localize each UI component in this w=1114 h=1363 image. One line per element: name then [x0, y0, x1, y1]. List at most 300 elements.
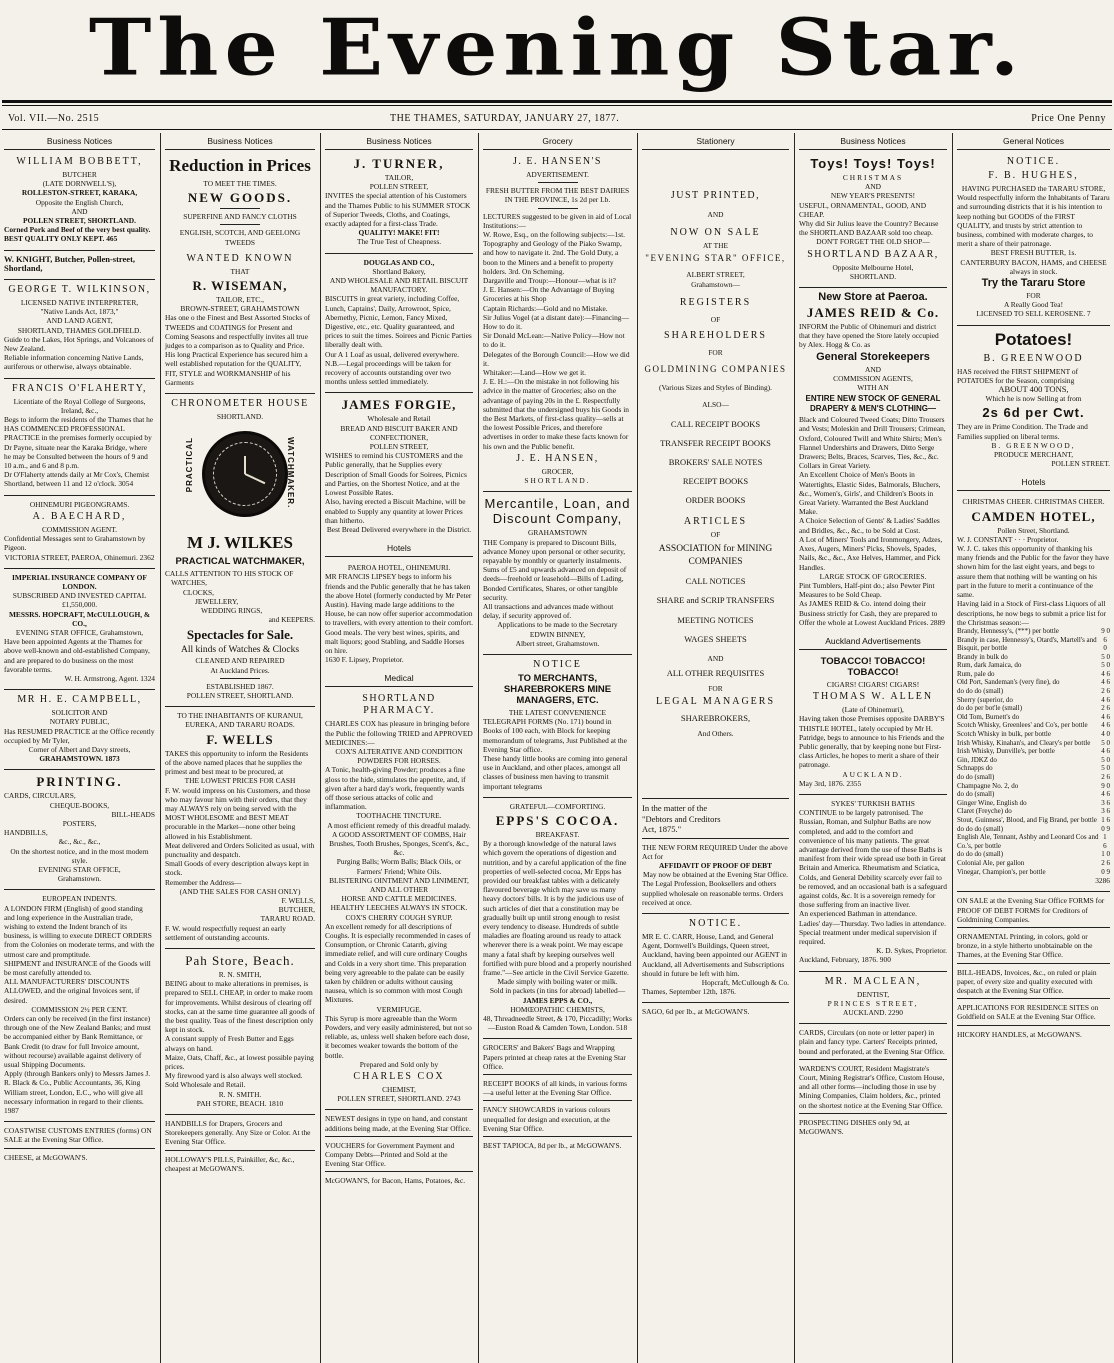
ad-line: 2s 6d per Cwt. [982, 405, 1085, 421]
pigeongrams-ad [4, 500, 155, 562]
price-item: Schnapps do [957, 764, 993, 773]
ad-line: TAILOR, [384, 173, 414, 182]
list-item: RECEIPT BOOKS [682, 476, 749, 487]
ad-line: Maize, Oats, Chaff, &c., at lowest possible paying prices. [165, 1052, 314, 1071]
ad-line: In the matter of the "Debtors and Creditors Act, 1875." [642, 803, 721, 835]
ad-ref: 3286 [1095, 876, 1110, 886]
ad-line: R. N. SMITH. [218, 1089, 262, 1099]
ad-line: A LONDON FIRM (English) of good standing and long experience in the Australian trade, wishing to extend the Indent branch of its business, is willing to execute DIRECT ORDERS from the Colonies on moderate terms, and with the utmost care and promptitude. [4, 903, 155, 959]
price-value: 4 6 [1101, 721, 1110, 730]
ad-line: Our A 1 Loaf as usual, delivered everywhere. [325, 349, 460, 359]
clock-illustration [185, 427, 295, 527]
ad-title: M J. WILKES [187, 533, 293, 553]
list-item: ALL OTHER REQUISITES [666, 668, 765, 679]
ad-line: CALLS ATTENTION TO HIS STOCK OF [165, 569, 294, 579]
ad-line: J. E. H.:—On the mistake in not following his advice in the matter of Groceries; also on the advantage of paying 20s in the £. Respectfully submitted that the undersigned buys his Goods in the Best Markets, of first-class quality—sells at the lowest Possible Prices, and therefore advertises in order to make these facts known for his own and the Public benefit. [483, 377, 629, 451]
ad-title: FRANCIS O'FLAHERTY, [11, 382, 148, 394]
ad-title: F. WELLS [206, 731, 274, 747]
cards-ad: CARDS, Circulars (on note or letter paper) in plain and fancy type. Carters' Receipts printed, bound and perforated, at the Evening Star Office. [799, 1028, 945, 1056]
ad-line: Which he is now Selling at from [985, 394, 1082, 404]
price-list [957, 627, 1110, 876]
ad-line: Has one o the Finest and Best Assorted Stocks of TWEEDS and COATINGS for Present and Coming Seasons and respectfully invites all true judges to a comparison as to Quality and Price. [165, 313, 311, 351]
ad-line: POLLEN STREET. [1051, 459, 1110, 469]
reid-ad [799, 292, 947, 627]
ad-line: Wholesale and Retail [367, 414, 431, 424]
ad-line: TAKES this opportunity to inform the Residents of the above named places that he supplies the primest and best meat to be procured, at [165, 748, 309, 777]
ad-line: FOR [708, 348, 723, 358]
ad-title: Toys! Toys! Toys! [810, 156, 936, 171]
toys-ad [799, 156, 947, 281]
ad-line: Dr O'Flaherty attends daily at Mr Cox's, Chemist Shortland, between 11 and 12 o'clock. 3054 [4, 470, 150, 489]
ad-line: SHIPMENT and INSURANCE of the Goods will be most carefully attended to. [4, 958, 151, 978]
ad-line: Sold in packets (in tins for abroad) labelled— [489, 986, 626, 996]
ad-line: Has RESUMED PRACTICE at the Office recently occupied by Mr Tyler, [4, 726, 155, 745]
ad-line: Sir Donald McLean:—Native Policy—How not to do it. [483, 331, 625, 350]
ad-line: Best Bread Delivered everywhere in the District. [326, 524, 472, 534]
column-7 [953, 133, 1114, 1363]
ad-line: GRAHAMSTOWN [528, 528, 587, 538]
column-header: Grocery [483, 133, 632, 150]
ad-line: JAMES REID & Co. [806, 305, 940, 321]
ad-title: JAMES FORGIE, [341, 397, 457, 413]
ad-line: ENTIRE NEW STOCK OF GENERAL DRAPERY & MEN'S CLOTHING— [805, 394, 941, 413]
ad-line: TARARU ROAD. [260, 914, 315, 924]
list-item: CALL RECEIPT BOOKS [670, 418, 761, 429]
ad-line: ROLLESTON-STREET, KARAKA, [21, 188, 138, 198]
column-4 [479, 133, 636, 1363]
ad-line: MESSRS. HOPCRAFT, McCULLOUGH, & CO., [8, 609, 151, 628]
ad-line: W. H. Armstrong, Agent. 1324 [64, 673, 155, 683]
price-item: Brandy in case, Hennessy's, Otard's, Martell's and Bisquit, per bottle [957, 635, 1097, 653]
ad-line: SHORTLAND. [216, 412, 264, 422]
ad-line: QUALITY! MAKE! FIT! [358, 228, 440, 238]
ad-line: May now be obtained at the Evening Star Office. [643, 870, 788, 880]
ad-line: Ladies' day—Thursday. Two ladies in attendance. [799, 918, 946, 928]
ad-line: Begs to inform the residents of the Thames that he HAS COMMENCED PROFESSIONAL PRACTICE in the premises formerly occupied by Dr Payne, situate near the Karaka Bridge, where he may be Consulted between the hours of 9 and 10 a.m., and 6 and 8 p.m. [4, 415, 154, 471]
price-row [957, 764, 1110, 773]
list-item: ASSOCIATION for MINING [658, 543, 773, 554]
ad-line: A Really Good Tea! [1003, 300, 1064, 310]
price-value: 4 6 [1101, 747, 1110, 756]
ad-line: FOR [1026, 291, 1041, 301]
price-item: Brandy, Hennessy's, (***) per bottle [957, 626, 1059, 635]
ad-line: Captain Richards:—Gold and no Mistake. [483, 303, 608, 313]
ad-line: Pollen Street, Shortland. [997, 525, 1070, 535]
ad-line: Albert street, Grahamstown. [515, 638, 600, 648]
ad-line: REGISTERS [679, 296, 752, 308]
price-row [957, 678, 1110, 687]
list-item: SHAREBROKERS, [680, 712, 751, 723]
ad-line: TO THE INHABITANTS OF KURANUI, EUREKA, AND TARARU ROADS. [177, 711, 303, 730]
ad-line: Thames, September 12th, 1876. [642, 987, 737, 997]
list-item: BROKERS' SALE NOTES [668, 457, 763, 468]
price-item: Irish Whisky, Kinahan's, and Cleary's per bottle [957, 738, 1091, 747]
ad-line: NOW ON SALE [670, 227, 761, 239]
ad-line: GRATEFUL—COMFORTING. [509, 801, 606, 811]
ad-line: B. GREENWOOD, [991, 440, 1076, 450]
price-value: 4 6 [1101, 712, 1110, 721]
price-value: 0 9 [1101, 867, 1110, 876]
column-1 [0, 133, 159, 1363]
price-row [957, 773, 1110, 782]
ad-line: AND [707, 210, 724, 219]
printing-ad [4, 774, 155, 883]
ad-line: HORSE AND CATTLE MEDICINES. [341, 894, 457, 904]
ad-line: An experienced Bathman in attendance. [799, 909, 917, 919]
ad-title: MR H. E. CAMPBELL, [17, 694, 142, 706]
turner-ad [325, 156, 473, 247]
ad-line: A GOOD ASSORTMENT OF COMBS, Hair Brushes, Tooth Brushes, Sponges, Scent's, &c., &c. [329, 829, 469, 858]
ad-title: CHRONOMETER HOUSE [171, 398, 309, 410]
sago-ad: SAGO, 6d per lb., at McGOWAN'S. [642, 1007, 750, 1017]
ad-line: Shortland Bakery, [372, 266, 426, 276]
camden-hotel-ad [957, 497, 1110, 885]
hughes-ad [957, 156, 1110, 319]
ad-line: AT THE [703, 241, 728, 251]
ad-line: W. J. CONSTANT · · · Proprietor. [957, 534, 1059, 544]
price-row [957, 816, 1110, 825]
price-row [957, 661, 1110, 670]
ad-line: AND [864, 364, 881, 374]
ad-title: Mercantile, Loan, and Discount Company, [484, 496, 631, 527]
ad-line: CHRISTMAS CHEER. CHRISTMAS CHEER. [962, 497, 1105, 507]
ad-line: A Tonic, health-giving Powder; produces a fine gloss to the hide, stimulates the appetite, and, if given after a hard day's work, frequently wards off those serious attacks of colic and inflammation. [325, 765, 466, 812]
section-header: Auckland Advertisements [799, 633, 947, 650]
price-row [957, 627, 1110, 636]
price-row [957, 687, 1110, 696]
ad-line: His long Practical Experience has secured him a well established reputation for the QUALITY, FIT, STYLE and WORKMANSHIP of his Garments [165, 350, 308, 387]
price-value: 4 6 [1101, 678, 1110, 687]
ad-line: Confidential Messages sent to Grahamstown by Pigeon. [4, 534, 146, 553]
ad-line: OHINEMURI PIGEONGRAMS. [29, 499, 130, 509]
potatoes-ad [957, 330, 1110, 469]
ad-line: THE LATEST CONVENIENCE [508, 707, 607, 717]
ad-line: CLOCKS, [183, 587, 215, 597]
mercantile-ad [483, 496, 632, 648]
price-value: 4 6 [1101, 790, 1110, 799]
mcgowan-bacon-ad: McGOWAN'S, for Bacon, Hams, Potatoes, &c. [325, 1176, 466, 1186]
ad-line: WANTED KNOWN [186, 252, 294, 264]
ad-line: Small Goods of every description always kept in stock. [165, 859, 309, 878]
ad-line: SHAREHOLDERS [664, 330, 767, 342]
ad-line: (AND THE SALES FOR CASH ONLY) [179, 886, 301, 896]
ad-line: Having taken those Premises opposite DARBY'S THISTLE HOTEL, lately occupied by Mr H. Patridge, begs to announce to his Friends and the Public generally, that by keeping none but First-class Articles, he hopes to merit a share of their patronage. [799, 714, 945, 770]
ad-line: COX'S CHERRY COUGH SYRUP. [345, 912, 453, 922]
ad-line: LECTURES suggested to be given in aid of Local Institutions:— [483, 211, 632, 230]
masthead [0, 0, 1114, 100]
ad-line: Would respectfully inform the Inhabitants of Tararu and surrounding districts that it is his intention to keep nothing but GOODS of the FIRST QUALITY, and trusts by strict attention to business, combined with moderate charges, to merit a share of their patronage. [957, 193, 1110, 249]
ad-line: NOTARY PUBLIC, [49, 717, 110, 727]
price-value: 5 0 [1101, 652, 1110, 661]
price-item: do do (small) [957, 773, 995, 781]
ad-line: B. GREENWOOD [983, 352, 1084, 364]
ad-line: FRESH BUTTER FROM THE BEST DAIRIES IN THE PROVINCE, 1s 2d per Lb. [485, 186, 630, 205]
ad-line: NEW YEAR'S PRESENTS! [830, 191, 916, 201]
ad-line: TOOTHACHE TINCTURE. [356, 811, 442, 821]
ad-line: A constant supply of Fresh Butter and Eggs always on hand. [165, 1034, 294, 1053]
paeroa-hotel-ad [325, 563, 473, 664]
list-item: FOR [708, 684, 723, 694]
ad-line: ABOUT 400 TONS, [998, 384, 1069, 395]
ad-line: DENTIST, [856, 989, 890, 999]
sykes-baths-ad [799, 799, 947, 965]
price-row [957, 782, 1110, 791]
ad-line: CHEQUE-BOOKS, [49, 800, 110, 810]
ad-line: My firewood yard is also always well stocked. Sold Wholesale and Retail. [165, 1071, 303, 1090]
ad-line: WATCHES, [171, 578, 207, 588]
ad-line: JAMES EPPS & CO., [522, 995, 593, 1005]
column-header: Business Notices [799, 133, 947, 150]
ad-line: AND [71, 206, 88, 216]
newest-designs-ad: NEWEST designs in type on hand, and constant additions being made, at the Evening Star Office. [325, 1114, 471, 1133]
ad-line: Dargaville and Troup:—Honour—what is it? [483, 276, 616, 286]
pah-store-ad [165, 953, 315, 1108]
wardens-court-ad: WARDEN'S COURT, Resident Magistrate's Court, Mining Registrar's Office, Custom House, and all other forms—including those in use by Mining Companies, Claim holders, &c., printed on the shortest notice at the Evening Star Office. [799, 1063, 945, 1110]
price-item: Rum, dark Jamaica, do [957, 661, 1022, 670]
ad-title: Reduction in Prices [169, 156, 311, 175]
ad-line: Corned Pork and Beef of the very best quality. [4, 225, 151, 235]
ad-line: Opposite Melbourne Hotel, [832, 262, 914, 272]
ad-line: Special treatment under medical supervision if required. [799, 927, 937, 946]
price-row [957, 704, 1110, 713]
ad-title: R. WISEMAN, [192, 278, 288, 294]
list-item: MEETING NOTICES [677, 614, 754, 625]
ad-title: PAEROA HOTEL, OHINEMURI. [347, 563, 451, 573]
price-item: Vinegar, Champion's, per bottle [957, 867, 1046, 876]
ad-line: AND WHOLESALE AND RETAIL BISCUIT MANUFACTORY. [329, 276, 469, 295]
ad-line: TO MEET THE TIMES. [203, 179, 277, 188]
handbills-ad: HANDBILLS for Drapers, Grocers and Storekeepers generally. Any Size or Color. At the Evening Star Office. [165, 1119, 311, 1147]
ad-line: By a thorough knowledge of the natural laws which govern the operations of digestion and nutrition, and by a careful application of the fine properties of well-selected cocoa, Mr Epps has provided our breakfast tables with a delicately flavoured beverage which may save us many heavy doctors' bills. It is by the judicious use of such articles of diet that a constitution may be gradually built up until strong enough to resist every tendency to disease. Hundreds of subtle maladies are floating around us ready to attack wherever there is a weak point. We may escape many a fatal shaft by keeping ourselves well fortified with pure blood and a properly nourished frame."—See article in the Civil Service Gazette. [483, 839, 632, 978]
list-item: AND [707, 654, 724, 664]
vouchers-ad: VOUCHERS for Government Payment and Company Debts—Printed and Sold at the Evening Star Office. [325, 1140, 455, 1169]
ad-line: TELEGRAPH FORMS (No. 171) bound in Books of 100 each, with Block for keeping memorandum of telegrams, Just Published at the Evening Star office. [483, 717, 627, 754]
ad-line: Have been appointed Agents at the Thames for above well-known and old-established Company, and are prepared to do business on the most favorable terms. [4, 637, 150, 674]
ad-line: 1630 F. Lipsey, Proprietor. [325, 655, 404, 665]
wilkinson-ad [4, 284, 155, 372]
ad-line: Orders can only be received (in the first instance) through one of the New Zealand Banks; and must be accompanied either by Bank Remittance, or Bank Credit (to draw for full Invoice amount, without recourse) available against delivery of usual Shipping Documents. [4, 1014, 151, 1070]
ad-line: ALSO— [702, 400, 729, 410]
ad-line: Meat delivered and Orders Solicited as usual, with punctuality and despatch. [165, 840, 315, 859]
ad-line: J. E. HANSEN, [516, 452, 599, 464]
ad-line: "Native Lands Act, 1873," [40, 307, 119, 317]
place-date: THE THAMES, SATURDAY, JANUARY 27, 1877. [390, 113, 620, 124]
ad-line: BISCUITS in great variety, including Coffee, Lunch, Captains', Daily, Arrowroot, Spice, Abernethy, Picnic, Lemon, Fancy Mixed, Digestive, etc., etc. Quality guaranteed, and prices to suit the times. Soirees and Picnic Parties liberally dealt with. [325, 294, 472, 350]
ad-line: CHRISTMAS [842, 173, 904, 182]
ad-line: HAS received the FIRST SHIPMENT of POTATOES for the Season, comprising [957, 366, 1079, 385]
ad-title: EUROPEAN INDENTS. [42, 894, 117, 904]
ad-line: INVITES the special attention of his Customers and the Thames Public to his SUMMER STOCK of Superior Tweeds, Cloths, and Coatings, exactly adapted for a first-class Trade. [325, 191, 471, 229]
price-row [957, 799, 1110, 808]
ad-title: MR. MACLEAN, [824, 975, 922, 987]
ornamental-printing-ad: ORNAMENTAL Printing, in colors, gold or bronze, in a style hitherto unobtainable on the Thames, at the Evening Star Office. [957, 931, 1093, 960]
receipt-books-ad: RECEIPT BOOKS of all kinds, in various forms—a useful letter at the Evening Star Office. [483, 1079, 627, 1098]
column-5 [638, 133, 793, 1363]
hickory-handles-ad: HICKORY HANDLES, at McGOWAN'S. [957, 1029, 1082, 1039]
ad-line: GROCER, [541, 466, 574, 476]
price-row [957, 713, 1110, 722]
ad-title: SYKES' TURKISH BATHS [831, 798, 915, 808]
ad-title: New Store at Paeroa. [818, 291, 928, 304]
price-item: Scotch Whisky, Greenlees' and Co's, per bottle [957, 721, 1088, 730]
ad-line: CANTERBURY BACON, HAMS, and CHEESE always in stock. [960, 257, 1107, 276]
just-printed-ad [642, 190, 789, 410]
side-label: WATCHMAKER. [286, 437, 295, 509]
european-indents-ad [4, 894, 155, 1115]
telegraph-notice-ad [483, 659, 632, 791]
ad-line: On the shortest notice, and in the most modern style. [10, 846, 149, 865]
ad-line: CLEANED AND REPAIRED [195, 656, 285, 666]
ad-line: VERMIFUGE. [376, 1004, 422, 1014]
price-value: 2 6 [1101, 687, 1110, 696]
ad-title: JUST PRINTED, [670, 190, 761, 201]
volume-number: Vol. VII.—No. 2515 [8, 113, 100, 124]
oflaherty-ad [4, 383, 155, 489]
price-item: Irish Whisky, Dunville's, per bottle [957, 747, 1055, 756]
ad-line: NEW GOODS. [187, 190, 293, 206]
price-value: 2 6 [1101, 858, 1110, 867]
ad-line: "EVENING STAR" OFFICE, [645, 253, 786, 264]
prospecting-dishes-ad: PROSPECTING DISHES only 9d, at McGOWAN'S. [799, 1117, 910, 1137]
ad-line: The Legal Profession, Booksellers and others supplied wholesale on reasonable terms. Orders received at once. [642, 879, 784, 907]
ad-title: CAMDEN HOTEL, [971, 508, 1096, 524]
ad-line: MR E. C. CARR, House, Land, and General Agent, Dornwell's Buildings, Queen street, Auckland, having been appointed our AGENT in Auckland, all Advertisements and Subscriptions should in future be left with him. [642, 932, 787, 978]
ad-line: Grahamstown. [57, 874, 102, 884]
section-header: Hotels [325, 540, 473, 557]
ad-line: AUCKLAND. 2290 [843, 1008, 903, 1018]
price-value: 0 9 [1101, 824, 1110, 833]
price-value: 9 0 [1101, 626, 1110, 635]
ad-title: A. BAECHARD, [32, 510, 127, 522]
ad-line: Whitaker:—Land—How we get it. [483, 368, 587, 378]
ad-line: EDWIN BINNEY, [529, 629, 586, 639]
list-item: OF [710, 529, 721, 539]
price-row [957, 833, 1110, 850]
ad-line: POLLEN STREET, SHORTLAND. 2743 [337, 1094, 461, 1104]
chronometer-ad [165, 398, 315, 527]
ad-line: CHARLES COX has pleasure in bringing before the Public the following TRIED and APPROVED MEDICINES:— [325, 719, 473, 747]
wiseman-ad [165, 253, 315, 387]
price-value: 6 0 [1103, 635, 1107, 653]
bobbett-ad [4, 156, 155, 244]
column-6 [795, 133, 951, 1363]
ad-line: Try the Tararu Store [981, 277, 1086, 290]
ad-line: BEST QUALITY ONLY KEPT. 465 [4, 234, 118, 244]
ad-line: (Late of Ohinemuri), [842, 705, 904, 715]
ad-line: AFFIDAVIT OF PROOF OF DEBT [658, 860, 773, 870]
ad-line: CHARLES COX [353, 1071, 445, 1083]
list-item: WAGES SHEETS [684, 633, 747, 644]
list-item: CALL NOTICES [685, 576, 746, 587]
ad-line: OF [710, 314, 721, 324]
ad-line: THE Company is prepared to Discount Bills, advance Money upon personal or other security, repayable by monthly or quarterly instalments. Sums of £5 and upwards advanced on deposit of deeds—freehold or leasehold—Bills of Lading, Bonded Certificates, Shares, or other tangible security. [483, 537, 627, 602]
carr-notice-ad [642, 918, 789, 996]
price-row [957, 859, 1110, 868]
ad-line: VICTORIA STREET, PAEROA, Ohinemuri. 2362 [4, 552, 155, 562]
ad-line: GRAHAMSTOWN. 1873 [39, 754, 120, 764]
ad-line: W. Rowe, Esq., on the following subjects:—1st. Topography and Geology of the Piako Swamp, and how to navigate it. 2nd. The Gold Duty, a boon to the Miners and a benefit to property holders. 3rd. On Scheming. [483, 230, 625, 276]
ad-line: CHEMIST, [382, 1085, 416, 1095]
stationery-list [642, 420, 789, 738]
ad-line: J. E. Hansen:—On the Advantage of Buying Groceries at his Shop [483, 285, 615, 304]
ad-line: SHORTLAND. [849, 271, 897, 281]
price-value: 9 0 [1101, 781, 1110, 790]
residence-sites-ad: APPLICATIONS FOR RESIDENCE SITES on Goldfield on SALE at the Evening Star Office. [957, 1003, 1099, 1022]
column-header: Business Notices [4, 133, 155, 150]
ad-title: NOTICE. [1006, 156, 1061, 167]
masthead-rule-thin [2, 105, 1112, 106]
ad-line: HANDBILLS, [4, 828, 48, 838]
ad-title: IMPERIAL INSURANCE COMPANY OF LONDON. [12, 572, 147, 591]
ad-title: PRINTING. [36, 774, 123, 790]
hansen-ad [483, 156, 632, 485]
ad-line: May 3rd, 1876. 2355 [799, 778, 862, 788]
ad-line: TAILOR, ETC., [216, 295, 264, 305]
column-3 [321, 133, 477, 1363]
ad-line: POLLEN STREET, SHORTLAND. [186, 691, 294, 701]
columns [0, 133, 1114, 1363]
ad-line: All kinds of Watches & Clocks [180, 645, 300, 656]
price: Price One Penny [1031, 113, 1106, 124]
ad-line: PRINCES STREET, [827, 998, 919, 1008]
ad-line: USEFUL, ORNAMENTAL, GOOD, AND CHEAP. [799, 200, 927, 219]
ad-line: (Various Sizes and Styles of Binding). [659, 383, 772, 393]
price-row [957, 636, 1110, 653]
dateline [0, 110, 1114, 128]
ad-line: SHORTLAND BAZAAR, [807, 248, 939, 260]
ad-line: THAT [230, 266, 250, 276]
price-row [957, 721, 1110, 730]
price-row [957, 756, 1110, 765]
ad-line: PRODUCE MERCHANT, [993, 450, 1074, 460]
ad-line: AUCKLAND. [842, 769, 904, 779]
section-header: Hotels [957, 474, 1110, 491]
ad-line: AND [864, 182, 881, 192]
ad-line: WEDDING RINGS, [201, 606, 263, 616]
ad-line: ESTABLISHED 1867. [206, 681, 274, 691]
ad-line: BROWN-STREET, GRAHAMSTOWN [180, 304, 300, 314]
ad-title: Potatoes! [994, 329, 1073, 349]
price-item: Old Tom, Burnett's do [957, 712, 1020, 721]
price-item: do do do (small) [957, 824, 1004, 833]
maclean-ad [799, 976, 947, 1018]
column-2 [161, 133, 319, 1363]
ad-line: 48, Threadneedle Street, & 170, Piccadilly; Works—Euston Road & Camden Town, London. 518 [483, 1014, 632, 1033]
ad-line: LICENSED NATIVE INTERPRETER, [20, 298, 139, 308]
ad-title: WILLIAM BOBBETT, [16, 156, 143, 167]
price-row [957, 850, 1110, 859]
ad-line: K. D. Sykes, Proprietor. [876, 946, 947, 956]
ad-line: This Syrup is more agreeable than the Worm Powders, and very easily administered, but not so reliable, as, unless well shaken before each dose, it becomes weaker towards the bottom of the bottle. [325, 1013, 472, 1060]
coastwise-ad: COASTWISE CUSTOMS ENTRIES (forms) ON SALE at the Evening Star Office. [4, 1126, 152, 1145]
allen-ad [799, 656, 947, 788]
ad-line: F. B. HUGHES, [988, 170, 1079, 181]
imperial-insurance-ad [4, 573, 155, 683]
side-label: PRACTICAL [185, 437, 194, 493]
list-item: ORDER BOOKS [685, 495, 746, 506]
ad-line: SHORTLAND, THAMES GOLDFIELD. [17, 325, 142, 335]
ad-line: Grahamstown— [691, 279, 740, 289]
ad-line: COMMISSION AGENT. [41, 524, 117, 534]
ad-line: EVENING STAR OFFICE, [38, 864, 121, 874]
ad-line: F. W. would respectfully request an early settlement of outstanding accounts. [165, 923, 286, 942]
ad-line: Auckland, February, 1876. 900 [799, 955, 891, 965]
ad-line: Opposite the English Church, [35, 197, 124, 207]
ad-line: N.B.—Legal proceedings will be taken for recovery of accounts outstanding over two months unless settled immediately. [325, 358, 452, 387]
ad-line: BEING about to make alterations in premises, is prepared to SELL CHEAP, in order to make room for improvements. Whilst desirous of clearing off stocks, can at the same time guarantee all goods of the best quality. Teas of the finest description only kept in stock. [165, 979, 315, 1035]
ad-line: PRACTICAL WATCHMAKER, [175, 556, 305, 568]
ad-line: POLLEN STREET, SHORTLAND. [23, 216, 136, 226]
